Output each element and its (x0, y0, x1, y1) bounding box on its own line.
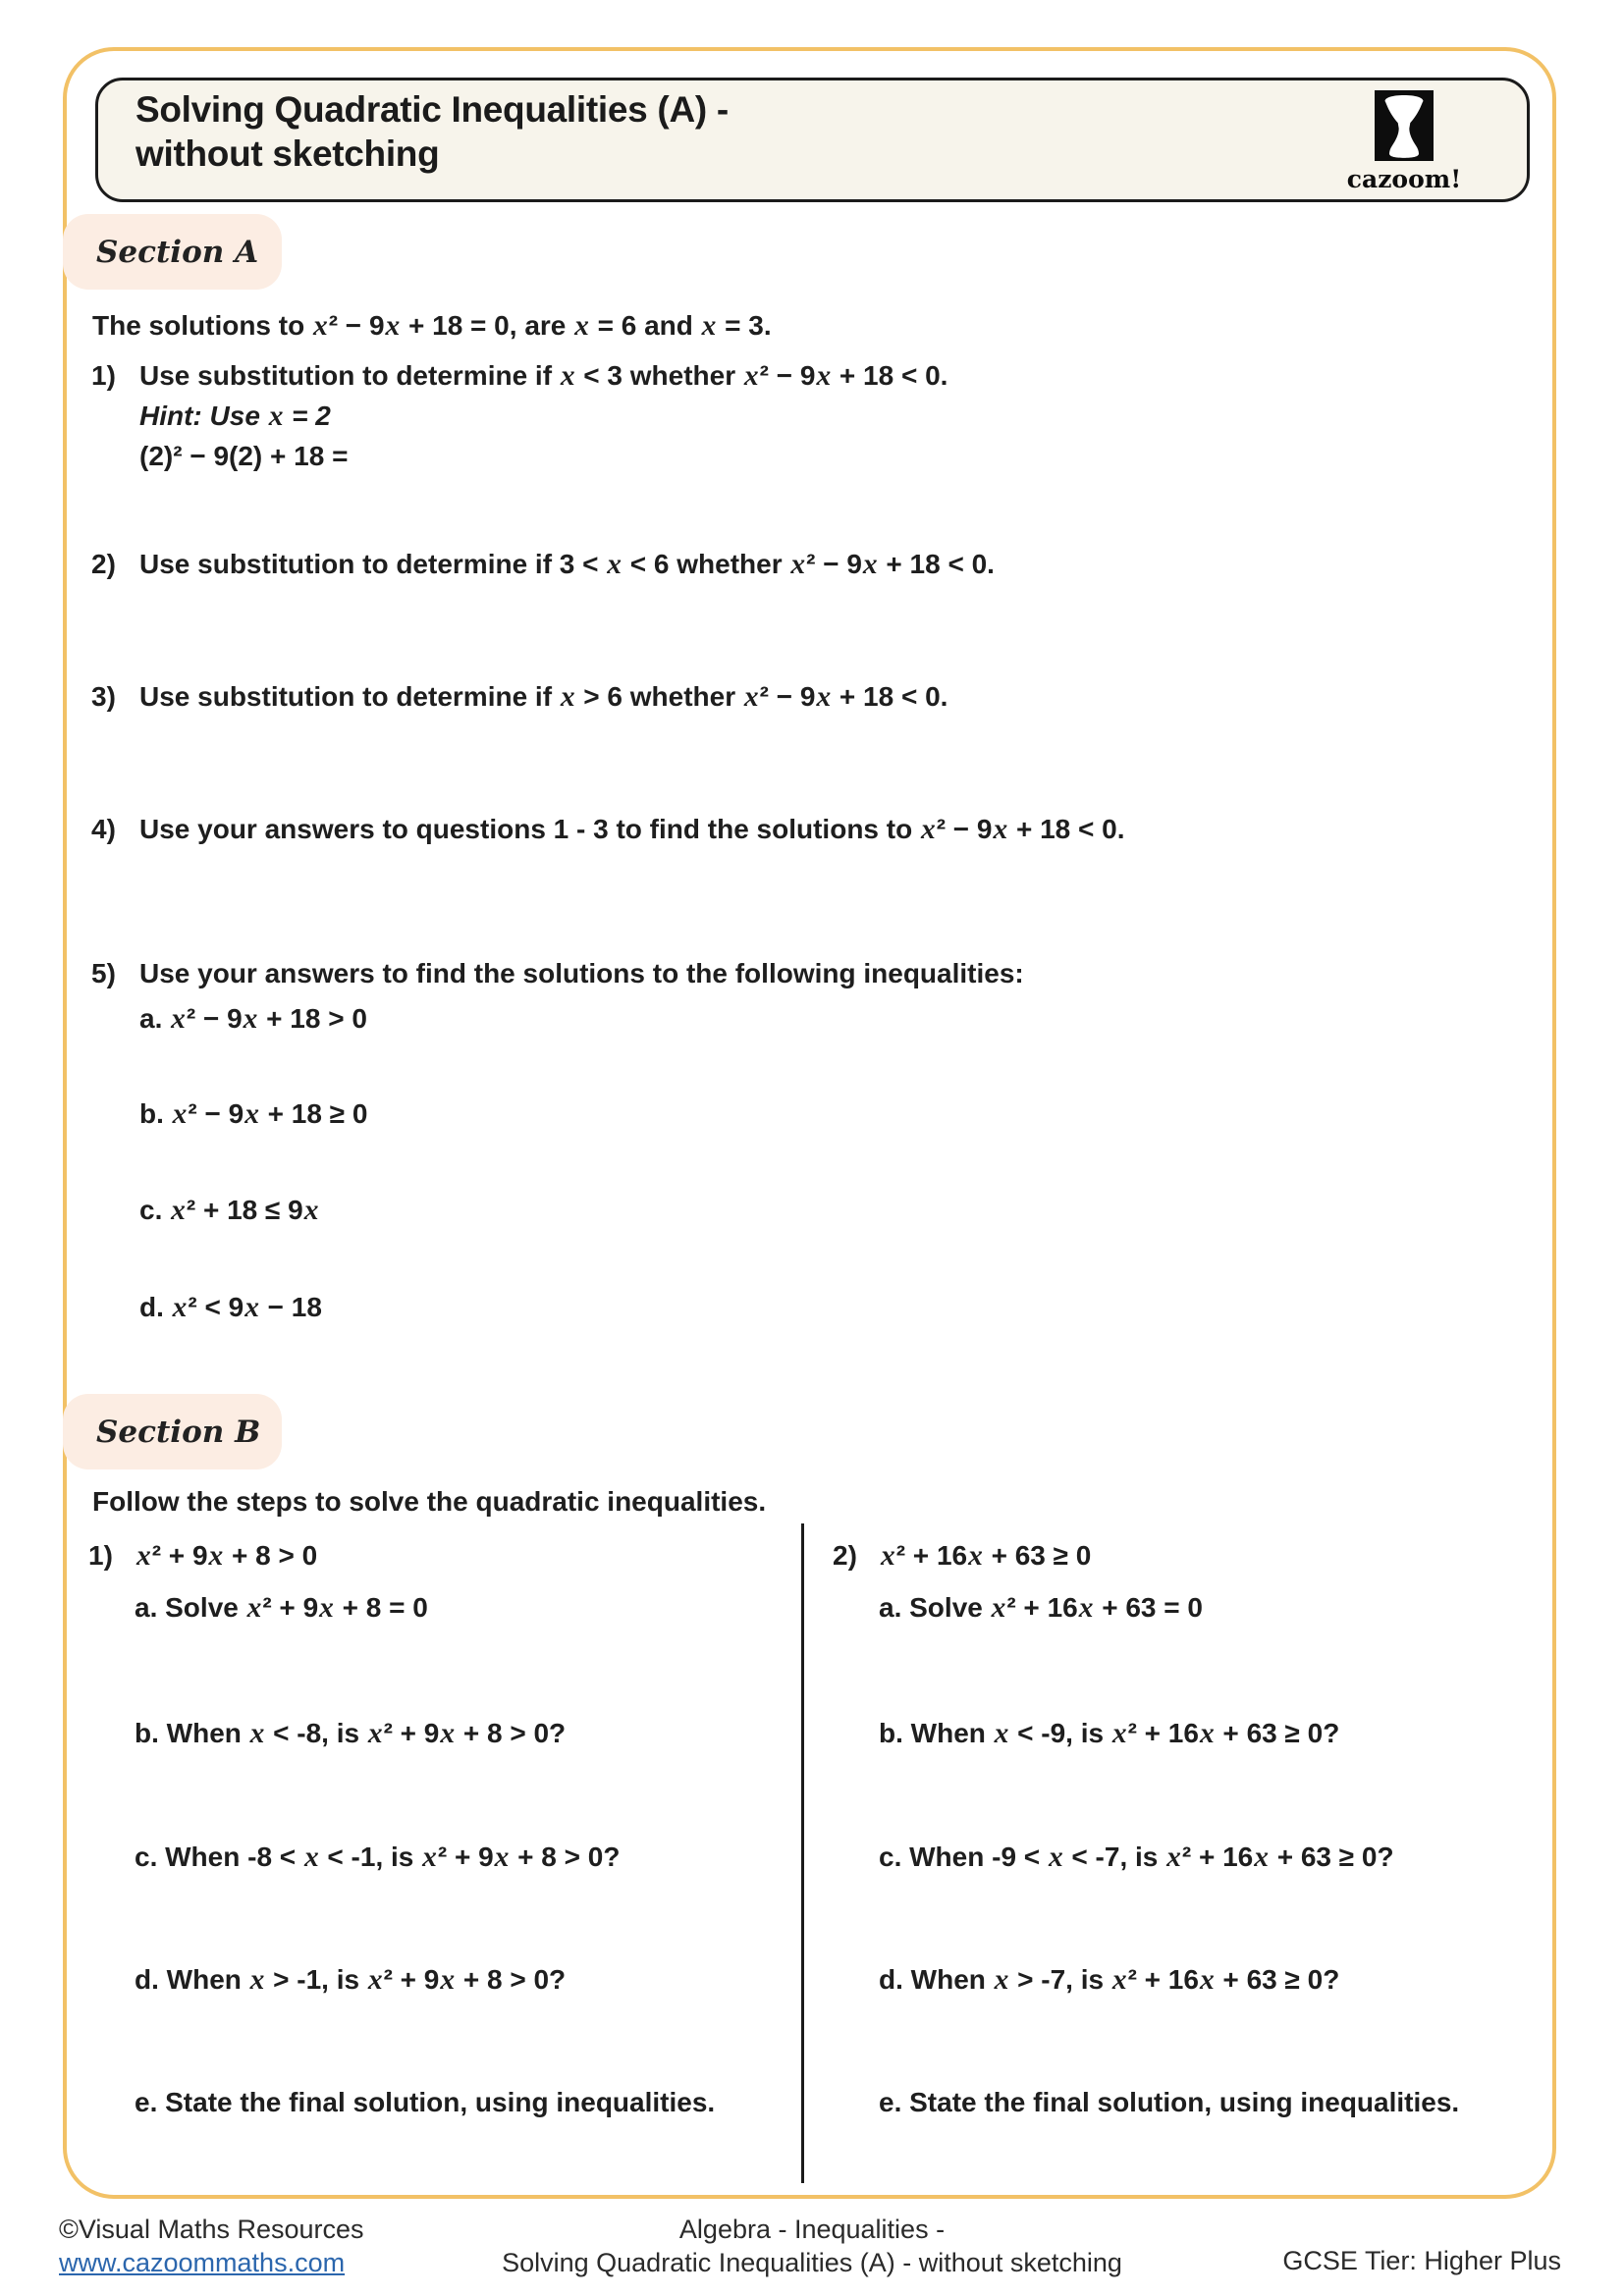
problem-2-part-e: e. State the final solution, using inequalities. (879, 2087, 1460, 2117)
question-row-4 (91, 810, 1125, 849)
problem-1-heading: x² + 9x + 8 > 0 (136, 1540, 318, 1572)
section-b-label (63, 1394, 282, 1469)
problem-1-part-a: a. Solve x² + 9x + 8 = 0 (135, 1592, 428, 1624)
problem-2-heading: x² + 16x + 63 ≥ 0 (881, 1540, 1092, 1572)
worksheet-title (135, 87, 729, 176)
question-3-number: 3) (91, 681, 116, 712)
footer-topic-line2: Solving Quadratic Inequalities (A) - without sketching (502, 2248, 1122, 2277)
question-row-2 (91, 545, 995, 584)
section-b-intro: Follow the steps to solve the quadratic inequalities. (92, 1486, 767, 1517)
cazoom-logo-text: cazoom! (1346, 165, 1462, 193)
question-5-part-d: d. x² < 9x − 18 (139, 1292, 322, 1323)
footer-website-link[interactable]: www.cazoommaths.com (59, 2248, 346, 2277)
footer-topic-line1: Algebra - Inequalities - (678, 2215, 946, 2244)
question-row-1 (91, 356, 947, 396)
footer-copyright: ©Visual Maths Resources (59, 2215, 364, 2244)
problem-1-part-c: c. When -8 < x < -1, is x² + 9x + 8 > 0? (135, 1842, 621, 1873)
problem-1-number: 1) (88, 1540, 113, 1571)
question-5-part-b: b. x² − 9x + 18 ≥ 0 (139, 1098, 368, 1130)
section-a-intro: The solutions to x² − 9x + 18 = 0, are x = 6 and x = 3. (92, 310, 772, 342)
question-2-number: 2) (91, 549, 116, 579)
section-b-label-text: Section B (96, 1414, 261, 1450)
footer-tier: GCSE Tier: Higher Plus (1282, 2246, 1561, 2275)
problem-2-part-c: c. When -9 < x < -7, is x² + 16x + 63 ≥ 0? (879, 1842, 1394, 1873)
question-4-text: Use your answers to questions 1 - 3 to find the solutions to x² − 9x + 18 < 0. (139, 814, 1125, 845)
question-4-number: 4) (91, 814, 116, 844)
question-row-3 (91, 677, 947, 717)
problem-2-part-b: b. When x < -9, is x² + 16x + 63 ≥ 0? (879, 1718, 1340, 1749)
worksheet-header (95, 78, 1530, 202)
problem-2-number: 2) (833, 1540, 857, 1571)
problem-1-row (88, 1536, 317, 1575)
question-1-hint: Hint: Use x = 2 (139, 400, 331, 432)
question-5-number: 5) (91, 958, 116, 988)
question-5-text: Use your answers to find the solutions to the following inequalities: (139, 958, 1024, 988)
section-a-label (63, 214, 282, 290)
column-divider (801, 1523, 804, 2183)
problem-2-part-d: d. When x > -7, is x² + 16x + 63 ≥ 0? (879, 1964, 1340, 1996)
question-1-number: 1) (91, 360, 116, 391)
problem-2-row (833, 1536, 1091, 1575)
worksheet-title-line2: without sketching (135, 133, 440, 174)
question-1-text: Use substitution to determine if x < 3 whether x² − 9x + 18 < 0. (139, 360, 948, 392)
cazoom-drum-icon (1375, 90, 1434, 161)
question-1-working: (2)² − 9(2) + 18 = (139, 441, 349, 471)
question-3-text: Use substitution to determine if x > 6 whether x² − 9x + 18 < 0. (139, 681, 948, 713)
problem-1-part-e: e. State the final solution, using inequalities. (135, 2087, 716, 2117)
question-row-5 (91, 954, 1024, 993)
cazoom-logo (1330, 90, 1478, 193)
question-2-text: Use substitution to determine if 3 < x < 6 whether x² − 9x + 18 < 0. (139, 549, 995, 580)
problem-1-part-b: b. When x < -8, is x² + 9x + 8 > 0? (135, 1718, 567, 1749)
worksheet-title-line1: Solving Quadratic Inequalities (A) - (135, 89, 729, 130)
problem-2-part-a: a. Solve x² + 16x + 63 = 0 (879, 1592, 1203, 1624)
question-5-part-c: c. x² + 18 ≤ 9x (139, 1195, 319, 1226)
problem-1-part-d: d. When x > -1, is x² + 9x + 8 > 0? (135, 1964, 567, 1996)
section-a-label-text: Section A (96, 234, 259, 270)
question-5-part-a: a. x² − 9x + 18 > 0 (139, 1003, 367, 1035)
